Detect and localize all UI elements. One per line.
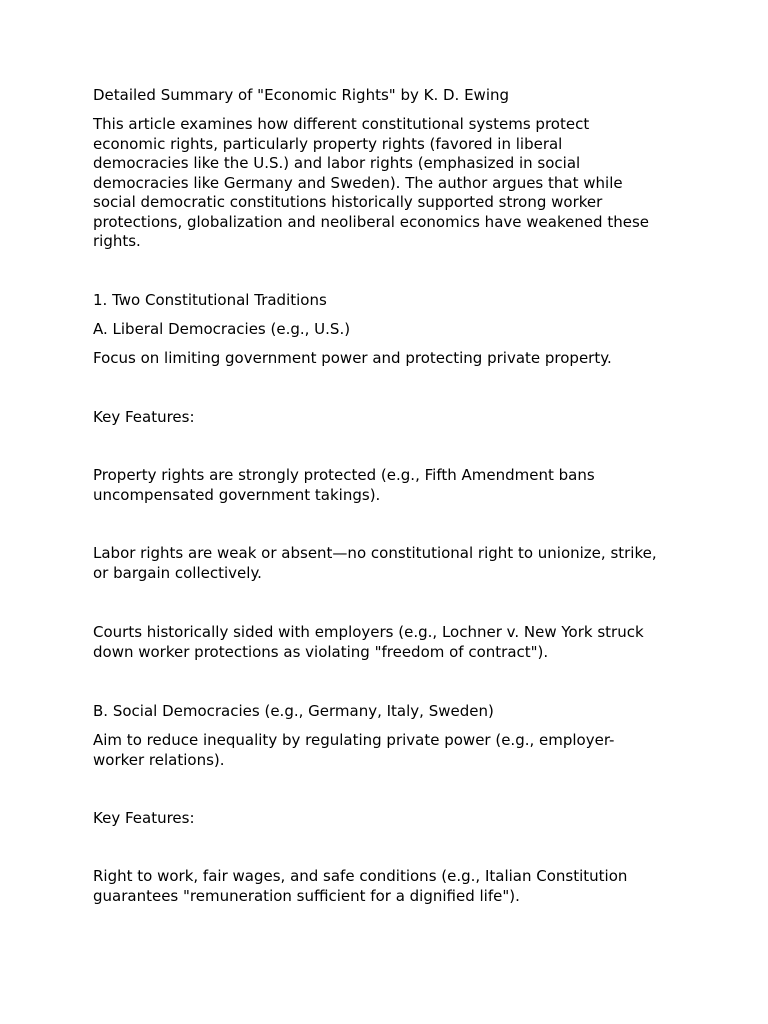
intro-paragraph: This article examines how different constitutional systems protect economic rights, particularly property rights (favored in liberal democracies like the U.S.) and labor rights (emphasized in social democracies like Germany and Sweden). The author argues that while social democratic constitutions historically supported strong worker protections, globalization and neoliberal economics have weakened these rights. [93, 115, 650, 250]
document-title: Detailed Summary of "Economic Rights" by K. D. Ewing [93, 86, 510, 104]
subsection-b-heading: B. Social Democracies (e.g., Germany, Italy, Sweden) [93, 702, 494, 720]
subsection-a-focus: Focus on limiting government power and protecting private property. [93, 349, 612, 367]
subsection-a-key-features-label: Key Features: [93, 408, 195, 426]
subsection-b-key-features-label: Key Features: [93, 809, 195, 827]
subsection-b-feature-1: Right to work, fair wages, and safe conditions (e.g., Italian Constitution guarantees "remuneration sufficient for a dignified life"). [93, 867, 628, 905]
subsection-b-aim: Aim to reduce inequality by regulating private power (e.g., employer- worker relations). [93, 731, 615, 769]
subsection-a-heading: A. Liberal Democracies (e.g., U.S.) [93, 320, 351, 338]
subsection-a-feature-2: Labor rights are weak or absent—no constitutional right to unionize, strike, or bargain collectively. [93, 544, 657, 582]
subsection-a-feature-1: Property rights are strongly protected (e.g., Fifth Amendment bans uncompensated government takings). [93, 466, 595, 504]
section-1-heading: 1. Two Constitutional Traditions [93, 291, 327, 309]
subsection-a-feature-3: Courts historically sided with employers (e.g., Lochner v. New York struck down worker protections as violating "freedom of contract"). [93, 623, 644, 661]
